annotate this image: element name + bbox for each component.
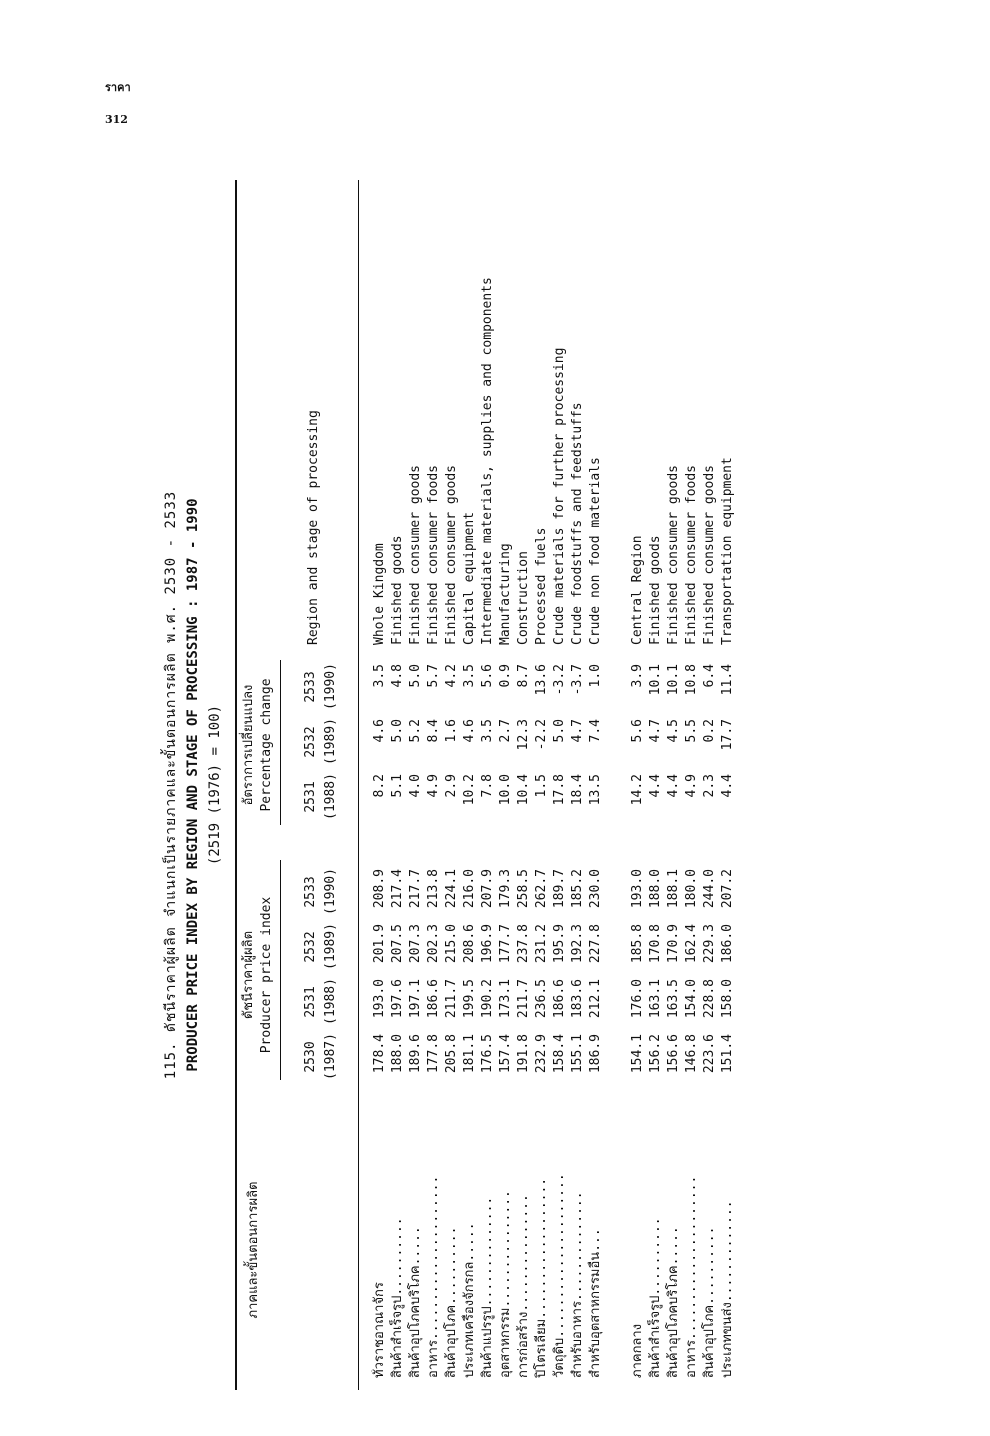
pct-value: 4.4	[720, 774, 735, 798]
ppi-value: 170.8	[648, 924, 663, 964]
ppi-value: 186.6	[426, 979, 441, 1019]
ppi-value: 188.1	[666, 869, 681, 909]
row-label-thai: สำหรับอาหาร..............	[570, 1191, 585, 1378]
row-label-thai: อาหาร.....................	[684, 1175, 699, 1378]
ppi-value: 188.0	[648, 869, 663, 909]
pct-value: 17.8	[552, 774, 567, 806]
ppi-value: 180.0	[684, 869, 699, 909]
row-label-english: Crude non food materials	[588, 457, 603, 645]
pct-value: 3.5	[462, 664, 477, 688]
ppi-value: 173.1	[498, 979, 513, 1019]
pct-value: 10.8	[684, 664, 699, 696]
pct-value: 5.0	[408, 664, 423, 688]
ppi-year-ce-1: (1988)	[323, 978, 338, 1025]
pct-value: 5.6	[480, 664, 495, 688]
pct-value: 11.4	[720, 664, 735, 696]
ppi-value: 197.1	[408, 979, 423, 1019]
title-base: (2519 (1976) = 100)	[207, 704, 223, 866]
pct-value: 17.7	[720, 719, 735, 751]
ppi-value: 177.8	[426, 1034, 441, 1074]
pct-value: 18.4	[570, 774, 585, 806]
ppi-value: 157.4	[498, 1034, 513, 1074]
ppi-value: 207.2	[720, 869, 735, 909]
ppi-value: 156.6	[666, 1034, 681, 1074]
table-row	[683, 180, 701, 1390]
pct-value: 4.7	[648, 719, 663, 743]
row-label-english: Construction	[516, 551, 531, 645]
row-label-english: Crude foodstuffs and feedstuffs	[570, 402, 585, 645]
ppi-value: 186.0	[720, 924, 735, 964]
row-label-thai: อาหาร.....................	[426, 1175, 441, 1378]
ppi-value: 170.9	[666, 924, 681, 964]
ppi-value: 179.3	[498, 869, 513, 909]
ppi-value: 197.6	[390, 979, 405, 1019]
ppi-value: 158.4	[552, 1034, 567, 1074]
ppi-year-be-1: 2531	[303, 986, 318, 1018]
page-header	[105, 72, 131, 136]
row-label-english: Crude materials for further processing	[552, 347, 567, 645]
pct-value: 1.0	[588, 664, 603, 688]
ppi-value: 193.0	[372, 979, 387, 1019]
ppi-value: 205.8	[444, 1034, 459, 1074]
ppi-value: 154.1	[630, 1034, 645, 1074]
pct-value: 4.9	[684, 774, 699, 798]
row-label-english: Central Region	[630, 535, 645, 645]
ppi-value: 196.9	[480, 924, 495, 964]
row-label-thai: สินค้าแปรรูป..............	[480, 1196, 495, 1378]
pct-year-be-1: 2532	[303, 726, 318, 758]
ppi-value: 189.7	[552, 869, 567, 909]
ppi-value: 215.0	[444, 924, 459, 964]
ppi-value: 156.2	[648, 1034, 663, 1074]
ppi-year-be-2: 2532	[303, 931, 318, 963]
pct-value: 4.4	[648, 774, 663, 798]
ppi-value: 216.0	[462, 869, 477, 909]
pct-header-rule	[280, 660, 281, 825]
row-label-thai: สินค้าสำเร็จรูป..........	[390, 1217, 405, 1378]
pct-value: 8.7	[516, 664, 531, 688]
ppi-value: 193.0	[630, 869, 645, 909]
ppi-value: 163.1	[648, 979, 663, 1019]
row-label-english: Finished consumer goods	[444, 464, 459, 645]
ppi-year-ce-0: (1987)	[323, 1033, 338, 1080]
ppi-value: 177.7	[498, 924, 513, 964]
table-row	[443, 180, 461, 1390]
table-row	[407, 180, 425, 1390]
pct-year-ce-1: (1989)	[323, 718, 338, 765]
row-label-thai: สินค้าอุปโภคบริโภค.....	[408, 1226, 423, 1378]
pct-value: 1.6	[444, 719, 459, 743]
table-row	[371, 180, 389, 1390]
ppi-value: 201.9	[372, 924, 387, 964]
ppi-value: 155.1	[570, 1034, 585, 1074]
header-ppi-thai: ดัชนีราคาผู้ผลิต	[241, 930, 256, 1020]
ppi-value: 183.6	[570, 979, 585, 1019]
pct-value: 10.1	[666, 664, 681, 696]
ppi-value: 186.9	[588, 1034, 603, 1074]
table-row	[647, 180, 665, 1390]
table-row	[587, 180, 605, 1390]
pct-value: 6.4	[702, 664, 717, 688]
row-label-thai: สำหรับอุตสาหกรรมอื่น...	[588, 1228, 603, 1378]
ppi-value: 208.9	[372, 869, 387, 909]
pct-value: 5.0	[390, 719, 405, 743]
ppi-value: 231.2	[534, 924, 549, 964]
title-english: PRODUCER PRICE INDEX BY REGION AND STAGE OF PROCESSING : 1987 - 1990	[185, 498, 201, 1072]
pct-value: 4.0	[408, 774, 423, 798]
pct-value: 10.4	[516, 774, 531, 806]
ppi-value: 236.5	[534, 979, 549, 1019]
row-label-english: Finished goods	[648, 535, 663, 645]
ppi-value: 230.0	[588, 869, 603, 909]
row-label-thai: ทั่วราชอาณาจักร	[372, 1282, 387, 1378]
pct-value: 3.5	[480, 719, 495, 743]
ppi-value: 190.2	[480, 979, 495, 1019]
ppi-value: 223.6	[702, 1034, 717, 1074]
ppi-value: 237.8	[516, 924, 531, 964]
row-label-thai: อุตสาหกรรม...............	[498, 1190, 513, 1378]
row-label-thai: สินค้าอุปโภคบริโภค.....	[666, 1226, 681, 1378]
pct-value: 5.2	[408, 719, 423, 743]
ppi-value: 228.8	[702, 979, 717, 1019]
pct-value: 13.5	[588, 774, 603, 806]
ppi-header-rule	[280, 860, 281, 1080]
ppi-value: 213.8	[426, 869, 441, 909]
pct-value: -2.2	[534, 719, 549, 751]
ppi-year-ce-3: (1990)	[323, 868, 338, 915]
table-row	[425, 180, 443, 1390]
header-pct-en: Percentage change	[259, 678, 274, 812]
table-row	[701, 180, 719, 1390]
title-thai: 115. ดัชนีราคาผู้ผลิต จำแนกเป็นรายภาคและขั้นตอนการผลิต พ.ศ. 2530 - 2533	[163, 490, 179, 1080]
pct-value: 4.8	[390, 664, 405, 688]
ppi-value: 224.1	[444, 869, 459, 909]
row-label-english: Finished consumer foods	[684, 464, 699, 645]
row-label-thai: สินค้าอุปโภค..........	[444, 1226, 459, 1378]
pct-value: -3.2	[552, 664, 567, 696]
pct-year-be-2: 2533	[303, 671, 318, 703]
page-header-line1: ราคา	[105, 81, 131, 94]
ppi-value: 199.5	[462, 979, 477, 1019]
pct-value: 8.4	[426, 719, 441, 743]
pct-value: 7.8	[480, 774, 495, 798]
pct-value: 10.2	[462, 774, 477, 806]
pct-value: 10.0	[498, 774, 513, 806]
ppi-year-ce-2: (1989)	[323, 923, 338, 970]
ppi-value: 232.9	[534, 1034, 549, 1074]
ppi-value: 191.8	[516, 1034, 531, 1074]
row-label-english: Capital equipment	[462, 511, 477, 645]
pct-value: 2.7	[498, 719, 513, 743]
page-number: 312	[105, 113, 128, 126]
table-row	[665, 180, 683, 1390]
rotated-table-page	[160, 180, 990, 1390]
row-label-english: Intermediate materials, supplies and components	[480, 277, 495, 645]
ppi-value: 217.4	[390, 869, 405, 909]
ppi-value: 176.5	[480, 1034, 495, 1074]
ppi-value: 229.3	[702, 924, 717, 964]
pct-value: 14.2	[630, 774, 645, 806]
ppi-value: 195.9	[552, 924, 567, 964]
table-row	[533, 180, 551, 1390]
pct-value: 5.6	[630, 719, 645, 743]
pct-value: 4.6	[462, 719, 477, 743]
header-ppi-en: Producer price index	[259, 896, 274, 1054]
ppi-value: 158.0	[720, 979, 735, 1019]
row-label-english: Finished consumer goods	[666, 464, 681, 645]
ppi-value: 208.6	[462, 924, 477, 964]
ppi-value: 207.9	[480, 869, 495, 909]
ppi-value: 227.8	[588, 924, 603, 964]
table-row	[497, 180, 515, 1390]
header-region-en: Region and stage of processing	[306, 410, 321, 645]
row-label-thai: การก่อสร้าง...............	[516, 1194, 531, 1378]
ppi-value: 163.5	[666, 979, 681, 1019]
row-label-english: Processed fuels	[534, 527, 549, 645]
pct-value: 12.3	[516, 719, 531, 751]
pct-year-be-0: 2531	[303, 781, 318, 813]
table-row	[551, 180, 569, 1390]
ppi-value: 181.1	[462, 1034, 477, 1074]
ppi-value: 192.3	[570, 924, 585, 964]
ppi-value: 258.5	[516, 869, 531, 909]
row-label-english: Whole Kingdom	[372, 543, 387, 645]
row-label-thai: ภาคกลาง	[630, 1323, 645, 1378]
header-thai-region: ภาคและขั้นตอนการผลิต	[246, 1181, 261, 1319]
pct-value: 5.1	[390, 774, 405, 798]
pct-value: 2.3	[702, 774, 717, 798]
top-rule	[235, 180, 237, 1390]
table-row	[461, 180, 479, 1390]
ppi-value: 202.3	[426, 924, 441, 964]
row-label-thai: สินค้าอุปโภค..........	[702, 1226, 717, 1378]
pct-value: 3.9	[630, 664, 645, 688]
header-bottom-rule	[358, 180, 359, 1390]
ppi-value: 188.0	[390, 1034, 405, 1074]
pct-value: 2.9	[444, 774, 459, 798]
ppi-value: 185.8	[630, 924, 645, 964]
row-label-thai: ปิโตรเลียม..................	[534, 1177, 549, 1378]
pct-value: 4.4	[666, 774, 681, 798]
row-label-english: Finished consumer goods	[702, 464, 717, 645]
ppi-value: 178.4	[372, 1034, 387, 1074]
pct-value: 7.4	[588, 719, 603, 743]
row-label-english: Finished goods	[390, 535, 405, 645]
pct-value: 1.5	[534, 774, 549, 798]
table-row	[479, 180, 497, 1390]
row-label-thai: สินค้าสำเร็จรูป..........	[648, 1217, 663, 1378]
pct-value: 4.7	[570, 719, 585, 743]
row-label-thai: ประเภทเครื่องจักรกล.....	[462, 1222, 477, 1378]
row-label-english: Finished consumer goods	[408, 464, 423, 645]
table-row	[569, 180, 587, 1390]
ppi-value: 211.7	[516, 979, 531, 1019]
table-row	[719, 180, 737, 1390]
pct-value: 4.5	[666, 719, 681, 743]
ppi-value: 217.7	[408, 869, 423, 909]
ppi-value: 186.6	[552, 979, 567, 1019]
table-row	[389, 180, 407, 1390]
pct-value: 5.0	[552, 719, 567, 743]
pct-value: -3.7	[570, 664, 585, 696]
ppi-value: 162.4	[684, 924, 699, 964]
ppi-value: 207.5	[390, 924, 405, 964]
pct-value: 5.7	[426, 664, 441, 688]
pct-value: 3.5	[372, 664, 387, 688]
ppi-value: 211.7	[444, 979, 459, 1019]
row-label-english: Manufacturing	[498, 543, 513, 645]
ppi-value: 176.0	[630, 979, 645, 1019]
pct-year-ce-0: (1988)	[323, 773, 338, 820]
row-label-thai: ประเภทขนส่ง.............	[720, 1200, 735, 1378]
pct-value: 4.2	[444, 664, 459, 688]
pct-value: 4.6	[372, 719, 387, 743]
pct-value: 10.1	[648, 664, 663, 696]
pct-value: 13.6	[534, 664, 549, 696]
table-titles	[160, 180, 226, 1390]
ppi-value: 207.3	[408, 924, 423, 964]
pct-value: 0.2	[702, 719, 717, 743]
ppi-value: 262.7	[534, 869, 549, 909]
pct-value: 0.9	[498, 664, 513, 688]
ppi-value: 185.2	[570, 869, 585, 909]
row-label-thai: วัตถุดิบ.....................	[552, 1173, 567, 1378]
table-row	[515, 180, 533, 1390]
table-row	[629, 180, 647, 1390]
pct-value: 4.9	[426, 774, 441, 798]
pct-value: 5.5	[684, 719, 699, 743]
pct-value: 8.2	[372, 774, 387, 798]
ppi-value: 146.8	[684, 1034, 699, 1074]
header-pct-thai: อัตราการเปลี่ยนแปลง	[241, 684, 256, 806]
ppi-year-be-0: 2530	[303, 1041, 318, 1073]
pct-year-ce-2: (1990)	[323, 663, 338, 710]
ppi-value: 212.1	[588, 979, 603, 1019]
row-label-english: Finished consumer foods	[426, 464, 441, 645]
ppi-value: 154.0	[684, 979, 699, 1019]
row-label-english: Transportation equipment	[720, 457, 735, 645]
ppi-value: 189.6	[408, 1034, 423, 1074]
ppi-value: 151.4	[720, 1034, 735, 1074]
ppi-value: 244.0	[702, 869, 717, 909]
ppi-year-be-3: 2533	[303, 876, 318, 908]
